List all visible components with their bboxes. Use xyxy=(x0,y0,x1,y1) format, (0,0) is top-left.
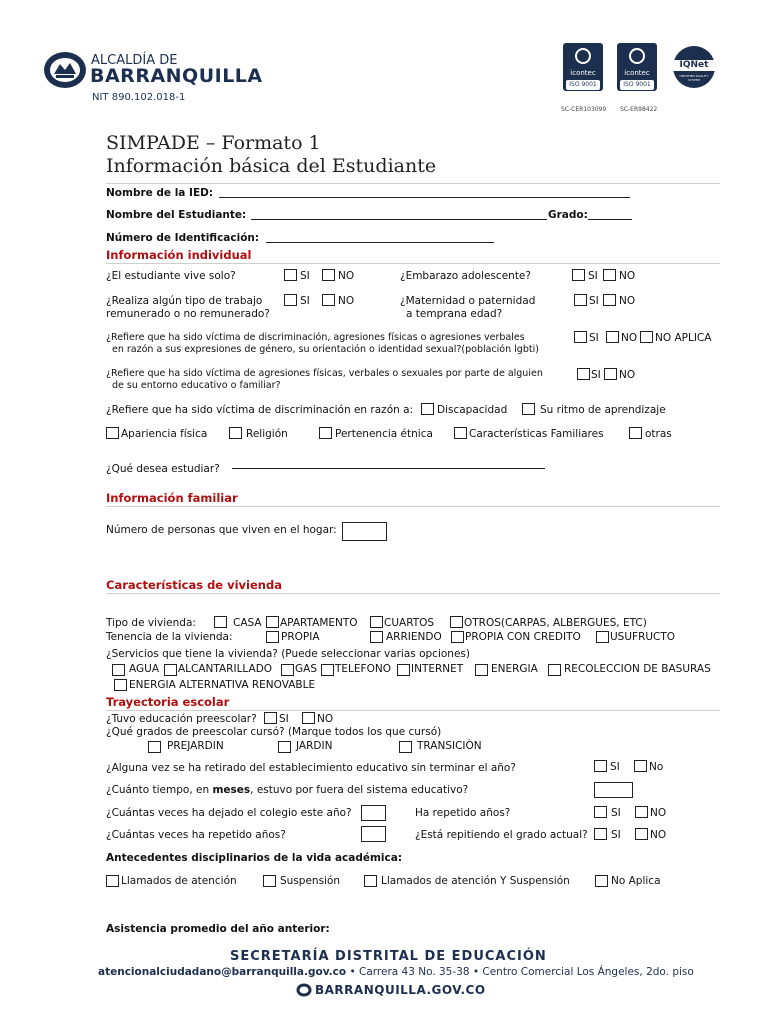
q-personas: Número de personas que viven en el hogar: xyxy=(106,524,337,536)
estudiar-input[interactable] xyxy=(232,468,545,469)
cert-icontec-1: icontec ISO 9001 xyxy=(563,43,603,91)
q-razon: ¿Refiere que ha sido víctima de discriminación en razón a: xyxy=(106,404,414,416)
footer-contact: atencionalciudadano@barranquilla.gov.co • Carrera 43 No. 35-38 • Centro Comercial Los Ángeles, 2do. piso xyxy=(98,966,694,978)
vive-solo-no-checkbox[interactable] xyxy=(322,269,335,281)
maternidad-no-checkbox[interactable] xyxy=(603,294,616,306)
razon-familiares: Características Familiares xyxy=(469,428,604,440)
razon-discapacidad-checkbox[interactable] xyxy=(421,403,434,415)
opt-si: SI xyxy=(610,761,620,773)
opt-si: SI xyxy=(591,369,601,381)
footer-email[interactable]: atencionalciudadano@barranquilla.gov.co xyxy=(98,966,347,978)
servicio-alternativa-checkbox[interactable] xyxy=(114,679,127,691)
disc-ambos: Llamados de atención Y Suspensión xyxy=(381,875,570,887)
opt-no: NO xyxy=(619,270,636,282)
q-preescolar: ¿Tuvo educación preescolar? xyxy=(106,713,257,725)
antecedentes-label: Antecedentes disciplinarios de la vida académica: xyxy=(106,852,403,864)
icontec-icon xyxy=(617,43,657,65)
servicio-energia: ENERGIA xyxy=(491,663,538,675)
opt-no-aplica: NO APLICA xyxy=(655,332,712,344)
tipo-apartamento-checkbox[interactable] xyxy=(266,616,279,628)
razon-apariencia: Apariencia física xyxy=(121,428,208,440)
opt-no: NO xyxy=(619,369,636,381)
divider xyxy=(106,593,720,594)
personas-input[interactable] xyxy=(342,522,387,541)
opt-no: NO xyxy=(650,829,667,841)
city-seal-icon xyxy=(296,983,312,997)
q-vive-solo: ¿El estudiante vive solo? xyxy=(106,270,236,282)
opt-no: NO xyxy=(338,295,355,307)
servicio-agua-checkbox[interactable] xyxy=(112,664,125,676)
opt-no: NO xyxy=(338,270,355,282)
razon-familiares-checkbox[interactable] xyxy=(454,427,467,439)
opt-no: NO xyxy=(619,295,636,307)
section-individual: Información individual xyxy=(106,248,252,262)
servicios-label: ¿Servicios que tiene la vivienda? (Puede seleccionar varias opciones) xyxy=(106,648,470,660)
footer-web[interactable]: BARRANQUILLA.GOV.CO xyxy=(315,983,486,997)
servicio-gas: GAS xyxy=(295,663,317,675)
tenencia-label: Tenencia de la vivienda: xyxy=(106,631,233,643)
razon-religion: Religión xyxy=(246,428,288,440)
tenencia-propia-checkbox[interactable] xyxy=(266,631,279,643)
opt-no: NO xyxy=(621,332,638,344)
dejado-input[interactable] xyxy=(361,805,386,821)
razon-ritmo-checkbox[interactable] xyxy=(522,403,535,415)
tenencia-arriendo-checkbox[interactable] xyxy=(370,631,383,643)
grado-transicion: TRANSICIÒN xyxy=(417,740,482,752)
tipo-vivienda-label: Tipo de vivienda: xyxy=(106,617,196,629)
servicio-alternativa: ENERGIA ALTERNATIVA RENOVABLE xyxy=(129,679,316,691)
tipo-casa-checkbox[interactable] xyxy=(214,616,227,628)
divider xyxy=(106,506,720,507)
ied-input[interactable] xyxy=(219,197,630,198)
disc-llamados-checkbox[interactable] xyxy=(106,875,119,887)
opt-si: SI xyxy=(300,295,310,307)
grado-jardin: JARDIN xyxy=(296,740,333,752)
ied-label: Nombre de la IED: xyxy=(106,187,214,199)
section-trayectoria: Trayectoria escolar xyxy=(106,695,230,709)
servicio-energia-checkbox[interactable] xyxy=(475,664,488,676)
opt-si: SI xyxy=(611,807,621,819)
org-main: BARRANQUILLA xyxy=(90,65,263,87)
vive-solo-si-checkbox[interactable] xyxy=(284,269,297,281)
q-embarazo: ¿Embarazo adolescente? xyxy=(400,270,531,282)
tenencia-credito: PROPIA CON CREDITO xyxy=(465,631,581,643)
section-vivienda: Características de vivienda xyxy=(106,578,282,592)
q-agresion-cont: de su entorno educativo o familiar? xyxy=(112,380,281,391)
org-top: ALCALDÍA DE xyxy=(91,53,178,68)
q-agresion: ¿Refiere que ha sido víctima de agresiones físicas, verbales o sexuales por parte de alguien xyxy=(106,368,543,379)
cert-code-1: SC-CER103099 xyxy=(561,106,607,113)
razon-discapacidad: Discapacidad xyxy=(437,404,508,416)
q-tiempo: ¿Cuánto tiempo, en meses, estuvo por fuera del sistema educativo? xyxy=(106,784,469,796)
grado-transicion-checkbox[interactable] xyxy=(399,741,412,753)
preescolar-si-checkbox[interactable] xyxy=(264,712,277,724)
preescolar-no-checkbox[interactable] xyxy=(302,712,315,724)
q-discriminacion-cont: en razón a sus expresiones de género, su orientación o identidad sexual?(población lgbti) xyxy=(112,344,539,355)
q-veces-repetido: ¿Cuántas veces ha repetido años? xyxy=(106,829,286,841)
servicio-internet-checkbox[interactable] xyxy=(397,664,410,676)
repetido-no-checkbox[interactable] xyxy=(635,806,648,818)
form-subtitle: Información básica del Estudiante xyxy=(106,155,437,177)
retirado-si-checkbox[interactable] xyxy=(594,760,607,772)
agresion-si-checkbox[interactable] xyxy=(577,368,590,380)
divider xyxy=(106,183,720,184)
id-input[interactable] xyxy=(266,242,494,243)
opt-no-lower: No xyxy=(649,761,664,773)
asistencia-label: Asistencia promedio del año anterior: xyxy=(106,923,330,935)
servicio-basuras: RECOLECCION DE BASURAS xyxy=(564,663,711,675)
section-familiar: Información familiar xyxy=(106,491,238,505)
student-input[interactable] xyxy=(251,219,547,220)
tenencia-usufructo-checkbox[interactable] xyxy=(596,631,609,643)
servicio-gas-checkbox[interactable] xyxy=(281,664,294,676)
servicio-agua: AGUA xyxy=(129,663,160,675)
servicio-alcantarillado: ALCANTARILLADO xyxy=(178,663,273,675)
tipo-otros-checkbox[interactable] xyxy=(450,616,463,628)
q-trabajo-cont: remunerado o no remunerado? xyxy=(106,308,270,320)
servicio-telefono: TELEFONO xyxy=(335,663,391,675)
servicio-telefono-checkbox[interactable] xyxy=(321,664,334,676)
disc-suspension: Suspensión xyxy=(280,875,341,887)
repetido-si-checkbox[interactable] xyxy=(594,806,607,818)
grado-prejardin-checkbox[interactable] xyxy=(148,741,161,753)
tenencia-usufructo: USUFRUCTO xyxy=(610,631,676,643)
footer-secretaria: SECRETARÍA DISTRITAL DE EDUCACIÓN xyxy=(230,949,547,964)
servicio-internet: INTERNET xyxy=(411,663,464,675)
tenencia-credito-checkbox[interactable] xyxy=(451,631,464,643)
embarazo-no-checkbox[interactable] xyxy=(603,269,616,281)
id-label: Número de Identificación: xyxy=(106,232,260,244)
tenencia-propia: PROPIA xyxy=(281,631,320,643)
veces-repetido-input[interactable] xyxy=(361,826,386,842)
grado-jardin-checkbox[interactable] xyxy=(278,741,291,753)
q-dejado: ¿Cuántas veces ha dejado el colegio este año? xyxy=(106,807,352,819)
tipo-otros: OTROS(CARPAS, ALBERGUES, ETC) xyxy=(464,617,647,629)
q-repetido: Ha repetido años? xyxy=(415,807,511,819)
razon-apariencia-checkbox[interactable] xyxy=(106,427,119,439)
q-maternidad-cont: a temprana edad? xyxy=(406,308,503,320)
disc-no-aplica-checkbox[interactable] xyxy=(595,875,608,887)
tipo-casa: CASA xyxy=(233,617,262,629)
embarazo-si-checkbox[interactable] xyxy=(572,269,585,281)
lgbti-no-aplica-checkbox[interactable] xyxy=(640,331,653,343)
icontec-icon xyxy=(563,43,603,65)
q-estudiar: ¿Qué desea estudiar? xyxy=(106,463,220,475)
divider xyxy=(106,263,720,264)
opt-si: SI xyxy=(611,829,621,841)
opt-no: NO xyxy=(650,807,667,819)
razon-otras: otras xyxy=(645,428,672,440)
opt-si: SI xyxy=(300,270,310,282)
divider xyxy=(106,710,720,711)
lgbti-si-checkbox[interactable] xyxy=(574,331,587,343)
opt-no: NO xyxy=(317,713,334,725)
disc-suspension-checkbox[interactable] xyxy=(263,875,276,887)
grade-label: Grado: xyxy=(548,209,588,221)
razon-etnica-checkbox[interactable] xyxy=(319,427,332,439)
tipo-cuartos: CUARTOS xyxy=(384,617,435,629)
student-label: Nombre del Estudiante: xyxy=(106,209,247,221)
servicio-alcantarillado-checkbox[interactable] xyxy=(164,664,177,676)
q-discriminacion: ¿Refiere que ha sido víctima de discriminación, agresiones físicas o agresiones verbales xyxy=(106,332,525,343)
opt-si: SI xyxy=(279,713,289,725)
q-repitiendo: ¿Está repitiendo el grado actual? xyxy=(415,829,588,841)
q-grados: ¿Qué grados de preescolar cursó? (Marque todos los que cursó) xyxy=(106,726,442,738)
lgbti-no-checkbox[interactable] xyxy=(606,331,619,343)
header xyxy=(0,0,768,125)
repitiendo-si-checkbox[interactable] xyxy=(594,828,607,840)
trabajo-no-checkbox[interactable] xyxy=(322,294,335,306)
cert-icontec-2: icontec ISO 9001 xyxy=(617,43,657,91)
grado-prejardin: PREJARDIN xyxy=(167,740,224,752)
servicio-basuras-checkbox[interactable] xyxy=(548,664,561,676)
opt-si: SI xyxy=(588,270,598,282)
city-seal-logo xyxy=(42,50,88,90)
tipo-apartamento: APARTAMENTO xyxy=(280,617,358,629)
razon-etnica: Pertenencia étnica xyxy=(335,428,433,440)
retirado-no-checkbox[interactable] xyxy=(634,760,647,772)
form-title: SIMPADE – Formato 1 xyxy=(106,132,321,154)
q-retirado: ¿Alguna vez se ha retirado del establecimiento educativo sin terminar el año? xyxy=(106,762,516,774)
tiempo-input[interactable] xyxy=(594,782,633,798)
iqnet-seal: IQNet CERTIFIED QUALITY SYSTEM xyxy=(673,46,715,88)
cert-code-2: SC-ER98422 xyxy=(620,106,658,113)
q-maternidad: ¿Maternidad o paternidad xyxy=(400,295,536,307)
tenencia-arriendo: ARRIENDO xyxy=(386,631,442,643)
razon-religion-checkbox[interactable] xyxy=(229,427,242,439)
razon-otras-checkbox[interactable] xyxy=(629,427,642,439)
repitiendo-no-checkbox[interactable] xyxy=(635,828,648,840)
disc-llamados: Llamados de atención xyxy=(121,875,237,887)
opt-si: SI xyxy=(589,332,599,344)
maternidad-si-checkbox[interactable] xyxy=(574,294,587,306)
opt-si: SI xyxy=(589,295,599,307)
grade-input[interactable] xyxy=(588,219,632,220)
agresion-no-checkbox[interactable] xyxy=(604,368,617,380)
razon-ritmo: Su ritmo de aprendizaje xyxy=(540,404,666,416)
nit: NIT 890.102.018-1 xyxy=(92,92,186,103)
trabajo-si-checkbox[interactable] xyxy=(284,294,297,306)
disc-ambos-checkbox[interactable] xyxy=(364,875,377,887)
q-trabajo: ¿Realiza algún tipo de trabajo xyxy=(106,295,263,307)
tipo-cuartos-checkbox[interactable] xyxy=(370,616,383,628)
disc-no-aplica: No Aplica xyxy=(611,875,661,887)
